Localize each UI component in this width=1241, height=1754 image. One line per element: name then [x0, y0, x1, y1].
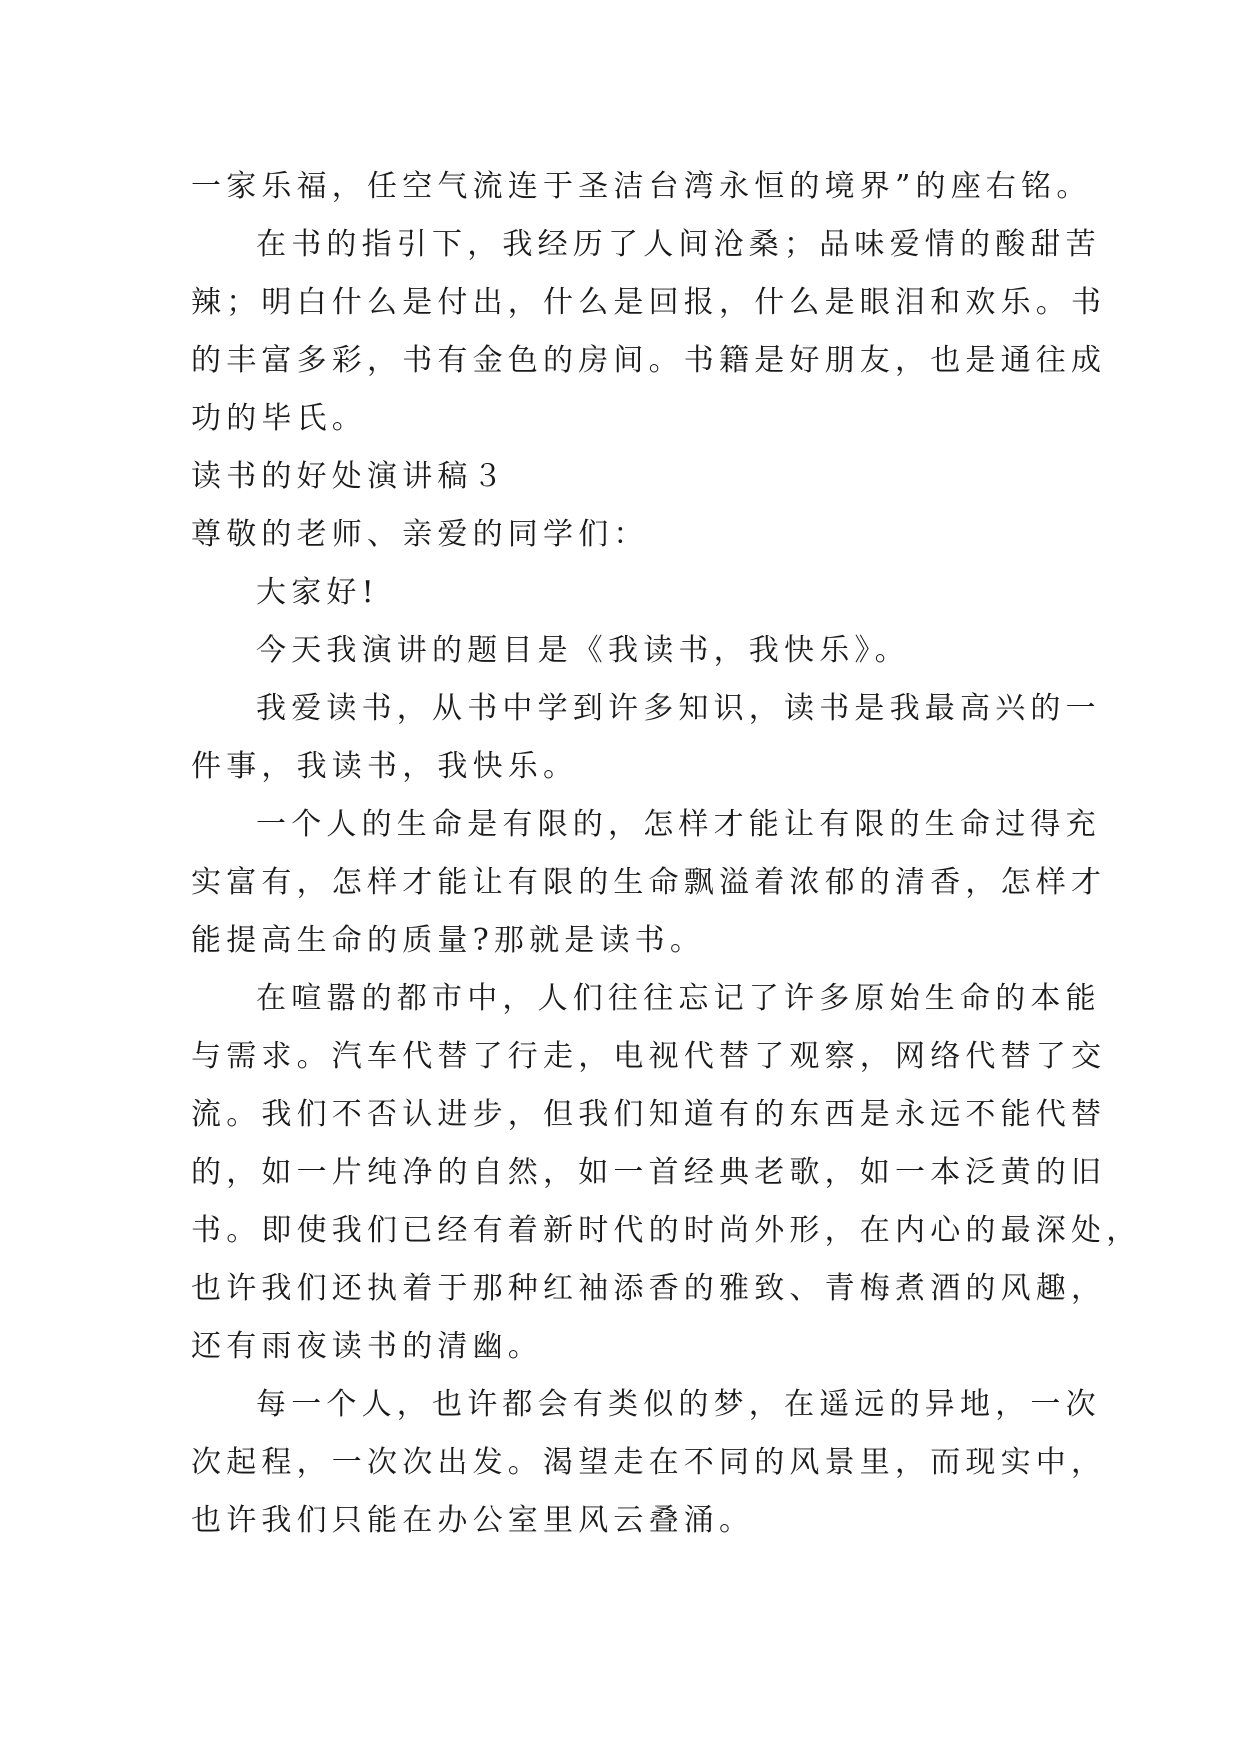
paragraph-line: 今天我演讲的题目是《我读书，我快乐》。 — [256, 633, 910, 668]
paragraph-line: 我爱读书，从书中学到许多知识，读书是我最高兴的一 — [256, 691, 1101, 726]
text-line: 次起程，一次次出发。渴望走在不同的风景里，而现实中， — [191, 1445, 1107, 1480]
paragraph-line: 一个人的生命是有限的，怎样才能让有限的生命过得充 — [256, 807, 1101, 842]
text-line: 与需求。汽车代替了行走，电视代替了观察，网络代替了交 — [191, 1039, 1107, 1074]
greeting: 大家好! — [256, 575, 379, 610]
paragraph-line: 在书的指引下，我经历了人间沧桑；品味爱情的酸甜苦 — [256, 227, 1101, 262]
text-line: 功的毕氏。 — [191, 401, 367, 436]
paragraph-line: 每一个人，也许都会有类似的梦，在遥远的异地，一次 — [256, 1387, 1101, 1422]
text-line: 还有雨夜读书的清幽。 — [191, 1329, 543, 1364]
text-line: 实富有，怎样才能让有限的生命飘溢着浓郁的清香，怎样才 — [191, 865, 1107, 900]
text-line: 也许我们还执着于那种红袖添香的雅致、青梅煮酒的风趣， — [191, 1271, 1107, 1306]
text-line: 的，如一片纯净的自然，如一首经典老歌，如一本泛黄的旧 — [191, 1155, 1107, 1190]
text-line: 一家乐福，任空气流连于圣洁台湾永恒的境界”的座右铭。 — [191, 169, 1092, 204]
text-line: 件事，我读书，我快乐。 — [191, 749, 579, 784]
text-line: 流。我们不否认进步，但我们知道有的东西是永远不能代替 — [191, 1097, 1107, 1132]
text-line: 辣；明白什么是付出，什么是回报，什么是眼泪和欢乐。书 — [191, 285, 1107, 320]
paragraph-line: 在喧嚣的都市中，人们往往忘记了许多原始生命的本能 — [256, 981, 1101, 1016]
text-line: 书。即使我们已经有着新时代的时尚外形，在内心的最深处， — [191, 1213, 1142, 1248]
text-line: 能提高生命的质量?那就是读书。 — [191, 923, 706, 958]
salutation: 尊敬的老师、亲爱的同学们： — [191, 517, 649, 552]
text-line: 也许我们只能在办公室里风云叠涌。 — [191, 1503, 755, 1538]
text-line: 的丰富多彩，书有金色的房间。书籍是好朋友，也是通往成 — [191, 343, 1107, 378]
section-heading: 读书的好处演讲稿３ — [191, 459, 508, 494]
